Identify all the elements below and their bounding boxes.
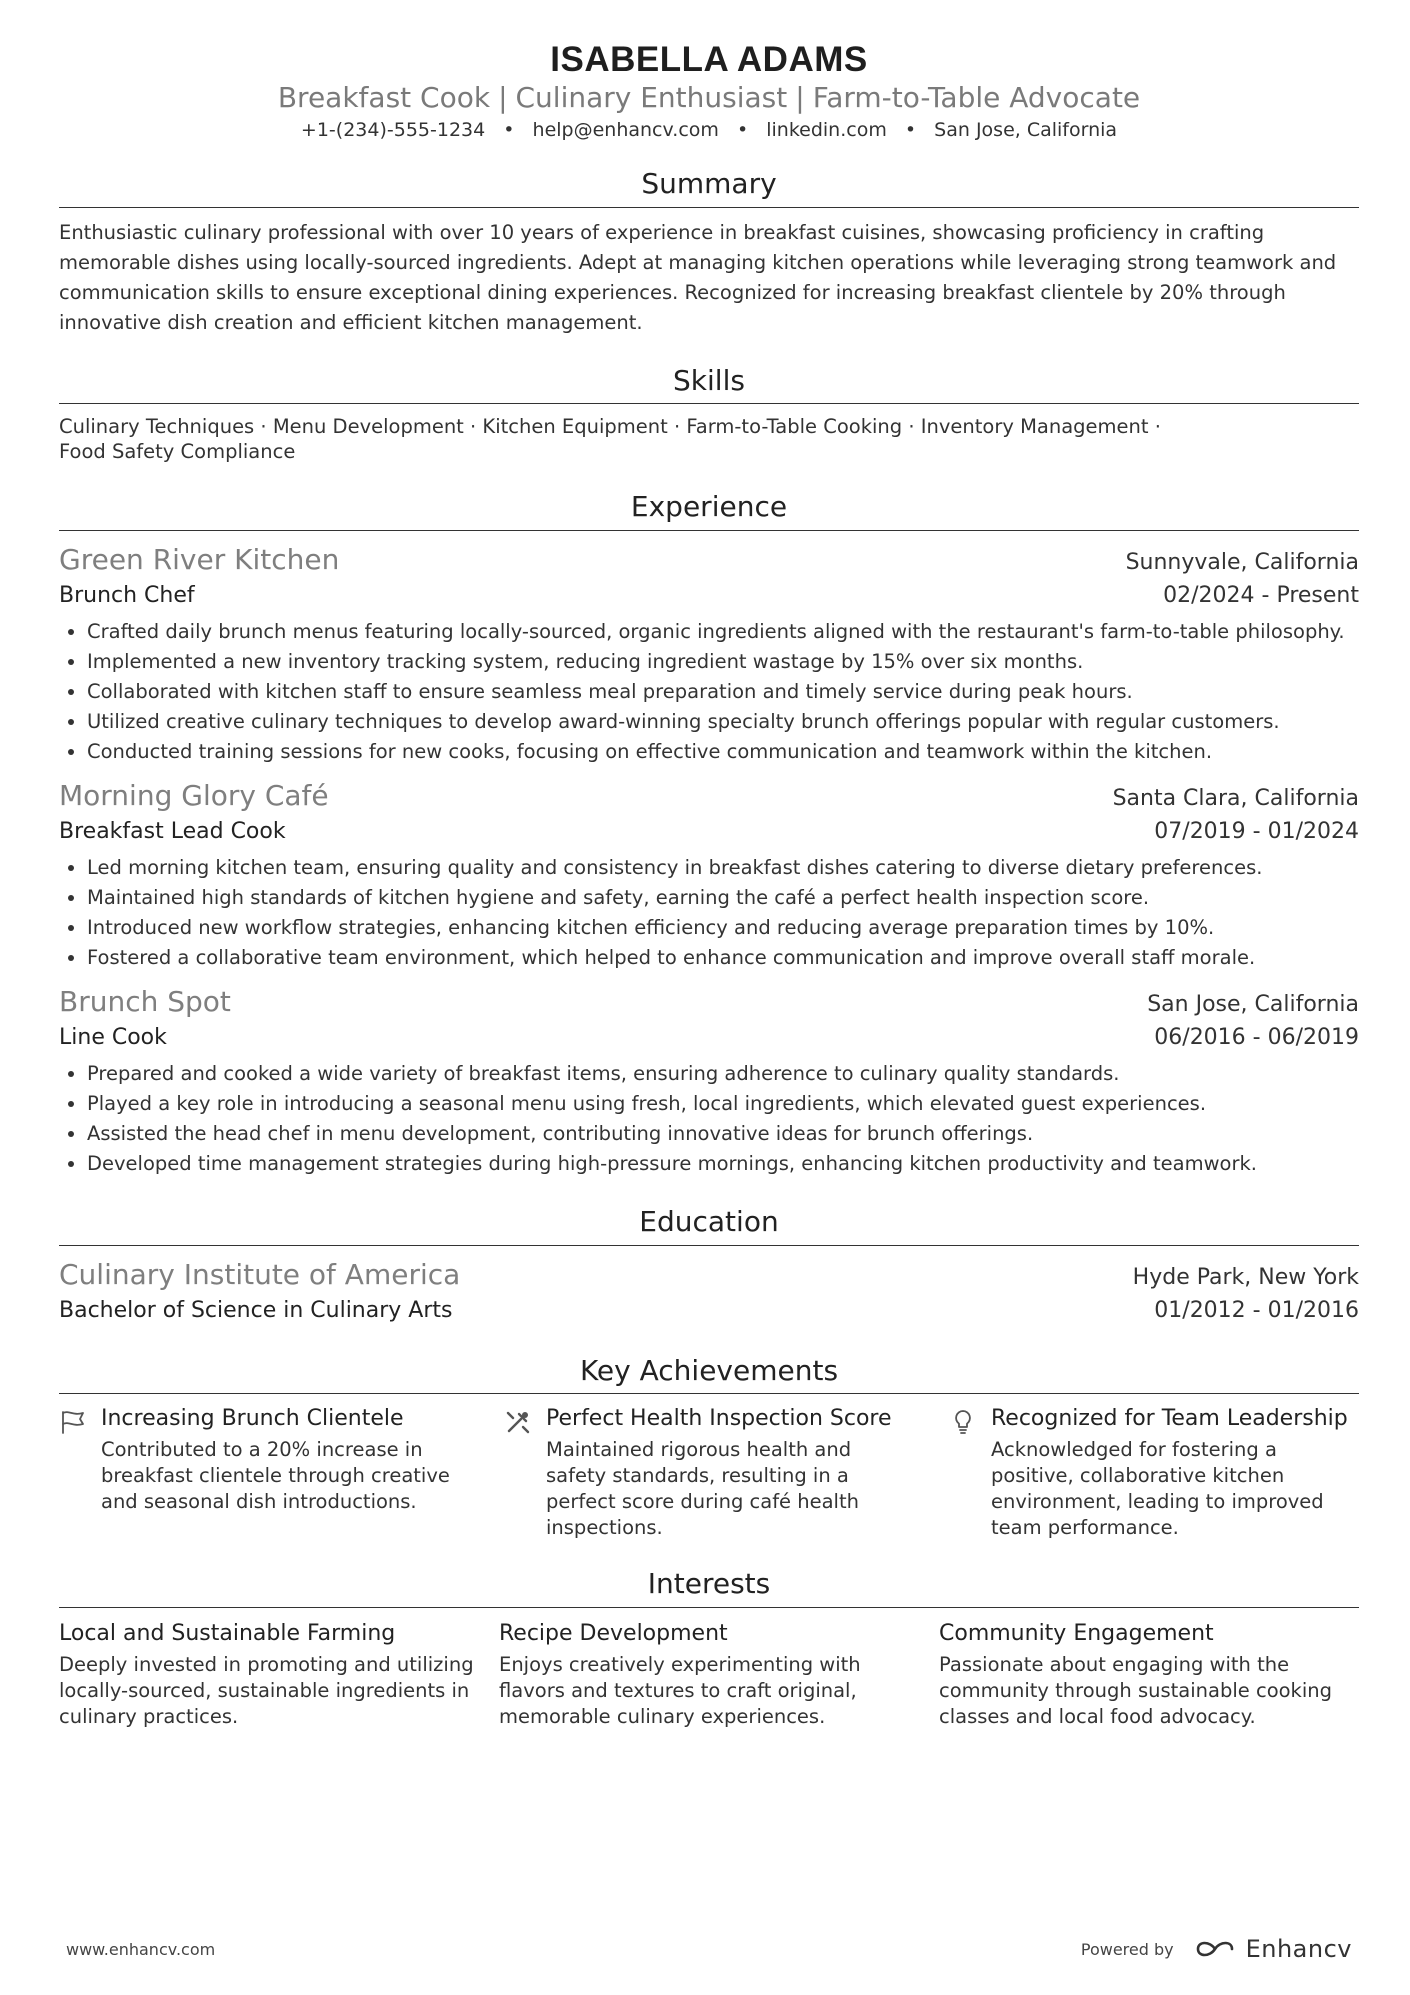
section-heading: Skills	[59, 364, 1359, 405]
interests-list	[59, 1618, 1359, 1730]
skills-line: Culinary Techniques · Menu Development · Kitchen Equipment · Farm-to-Table Cooking · Inventory Management ·	[59, 415, 1161, 439]
job-dates: 06/2016 - 06/2019	[1154, 1025, 1359, 1051]
bullet-item: • Developed time management strategies during high-pressure mornings, enhancing kitchen productivity and teamwork.	[87, 1149, 1359, 1179]
email[interactable]: help@enhancv.com	[532, 119, 719, 142]
achievement-item	[504, 1404, 914, 1541]
interests-section	[59, 1567, 1359, 1730]
achievement-desc: Maintained rigorous health and safety standards, resulting in a perfect score during café health inspections.	[546, 1438, 859, 1540]
job-location: Santa Clara, California	[1112, 786, 1359, 812]
school-location: Hyde Park, New York	[1132, 1264, 1359, 1290]
job-bullets	[59, 853, 1359, 973]
section-heading: Experience	[59, 490, 1359, 531]
interest-title: Recipe Development	[499, 1620, 728, 1646]
interest-desc: Enjoys creatively experimenting with flavors and textures to craft original, memorable culinary experiences.	[499, 1652, 861, 1728]
education-section	[59, 1205, 1359, 1328]
skills-list	[59, 414, 1359, 464]
school-name: Culinary Institute of America	[59, 1257, 461, 1291]
page-footer	[66, 1935, 1352, 1963]
bullet-item: • Fostered a collaborative team environment, which helped to enhance communication and improve overall staff morale.	[87, 943, 1359, 973]
contact-line	[59, 119, 1359, 141]
summary-text: Enthusiastic culinary professional with over 10 years of experience in breakfast cuisines, showcasing proficiency in crafting memorable dishes using locally-sourced ingredients. Adept at managing kitchen operations while leveraging strong teamwork and communication skills to ensure exceptional dining experiences. Recognized for increasing breakfast clientele by 20% through innovative dish creation and efficient kitchen management.	[59, 220, 1337, 334]
job-entry	[59, 777, 1359, 973]
achievement-title: Recognized for Team Leadership	[991, 1406, 1348, 1432]
powered-by	[1081, 1935, 1352, 1963]
title-2: Culinary Enthusiast	[515, 81, 788, 115]
job-title: Brunch Chef	[59, 583, 195, 609]
section-heading: Interests	[59, 1567, 1359, 1608]
achievement-desc: Contributed to a 20% increase in breakfast clientele through creative and seasonal dish introductions.	[101, 1438, 450, 1514]
interest-desc: Passionate about engaging with the community through sustainable cooking classes and local food advocacy.	[939, 1652, 1332, 1728]
job-location: Sunnyvale, California	[1125, 550, 1359, 576]
skills-section	[59, 364, 1359, 465]
contact-separator: •	[736, 119, 749, 142]
flag-icon	[59, 1404, 101, 1541]
achievement-title: Increasing Brunch Clientele	[101, 1406, 404, 1432]
tools-icon	[504, 1404, 546, 1541]
section-heading: Summary	[59, 167, 1359, 208]
bullet-item: • Played a key role in introducing a seasonal menu using fresh, local ingredients, which elevated guest experiences.	[87, 1089, 1359, 1119]
interest-item	[939, 1618, 1359, 1730]
bullet-item: • Utilized creative culinary techniques to develop award-winning specialty brunch offerings popular with regular customers.	[87, 707, 1359, 737]
website-link[interactable]: linkedin.com	[766, 119, 887, 142]
title-3: Farm-to-Table Advocate	[812, 81, 1141, 115]
job-entry	[59, 541, 1359, 767]
interest-item	[499, 1618, 919, 1730]
bullet-item: • Led morning kitchen team, ensuring quality and consistency in breakfast dishes catering to diverse dietary preferences.	[87, 853, 1359, 883]
bullet-item: • Crafted daily brunch menus featuring locally-sourced, organic ingredients aligned with the restaurant's farm-to-table philosophy.	[87, 617, 1359, 647]
resume-header	[59, 40, 1359, 141]
job-bullets	[59, 617, 1359, 767]
footer-website-link[interactable]: www.enhancv.com	[66, 1939, 216, 1959]
interest-title: Community Engagement	[939, 1620, 1214, 1646]
job-title: Line Cook	[59, 1025, 167, 1051]
section-heading: Education	[59, 1205, 1359, 1246]
achievement-item	[59, 1404, 469, 1541]
location: San Jose, California	[934, 119, 1118, 142]
interest-item	[59, 1618, 479, 1730]
company-name: Green River Kitchen	[59, 543, 340, 577]
brand-name: Enhancv	[1245, 1935, 1352, 1963]
job-bullets	[59, 1059, 1359, 1179]
job-dates: 02/2024 - Present	[1163, 583, 1359, 609]
bullet-item: • Assisted the head chef in menu development, contributing innovative ideas for brunch offerings.	[87, 1119, 1359, 1149]
infinity-icon	[1194, 1938, 1236, 1960]
bullet-item: • Introduced new workflow strategies, enhancing kitchen efficiency and reducing average preparation times by 10%.	[87, 913, 1359, 943]
contact-separator: •	[904, 119, 917, 142]
bullet-item: • Implemented a new inventory tracking system, reducing ingredient wastage by 15% over six months.	[87, 647, 1359, 677]
candidate-titles	[59, 80, 1359, 115]
title-1: Breakfast Cook	[277, 81, 491, 115]
education-entry	[59, 1256, 1359, 1328]
interest-title: Local and Sustainable Farming	[59, 1620, 396, 1646]
section-heading: Key Achievements	[59, 1354, 1359, 1395]
resume-page	[59, 40, 1359, 1730]
title-separator: |	[498, 81, 508, 115]
achievement-desc: Acknowledged for fostering a positive, collaborative kitchen environment, leading to improved team performance.	[991, 1438, 1324, 1540]
bullet-item: • Maintained high standards of kitchen hygiene and safety, earning the café a perfect health inspection score.	[87, 883, 1359, 913]
phone[interactable]: +1-(234)-555-1234	[300, 119, 486, 142]
achievement-title: Perfect Health Inspection Score	[546, 1406, 892, 1432]
job-title: Breakfast Lead Cook	[59, 819, 286, 845]
powered-by-label: Powered by	[1080, 1939, 1174, 1959]
bullet-item: • Prepared and cooked a wide variety of breakfast items, ensuring adherence to culinary quality standards.	[87, 1059, 1359, 1089]
summary-section	[59, 167, 1359, 338]
achievement-item	[949, 1404, 1359, 1541]
contact-separator: •	[503, 119, 515, 142]
company-name: Brunch Spot	[59, 985, 231, 1019]
degree: Bachelor of Science in Culinary Arts	[59, 1297, 453, 1323]
bullet-item: • Conducted training sessions for new cooks, focusing on effective communication and teamwork within the kitchen.	[87, 737, 1359, 767]
experience-section	[59, 490, 1359, 1179]
job-entry	[59, 983, 1359, 1179]
interest-desc: Deeply invested in promoting and utilizing locally-sourced, sustainable ingredients in culinary practices.	[59, 1652, 474, 1728]
bullet-item: • Collaborated with kitchen staff to ensure seamless meal preparation and timely service during peak hours.	[87, 677, 1359, 707]
brand-logo[interactable]	[1194, 1935, 1352, 1963]
education-dates: 01/2012 - 01/2016	[1154, 1297, 1359, 1323]
lightbulb-icon	[949, 1404, 991, 1541]
job-dates: 07/2019 - 01/2024	[1154, 819, 1359, 845]
company-name: Morning Glory Café	[59, 779, 329, 813]
experience-list	[59, 541, 1359, 1179]
skills-line: Food Safety Compliance	[59, 440, 296, 464]
title-separator: |	[795, 81, 805, 115]
achievements-list	[59, 1404, 1359, 1541]
candidate-name: ISABELLA ADAMS	[550, 40, 868, 79]
achievements-section	[59, 1354, 1359, 1542]
job-location: San Jose, California	[1147, 992, 1359, 1018]
